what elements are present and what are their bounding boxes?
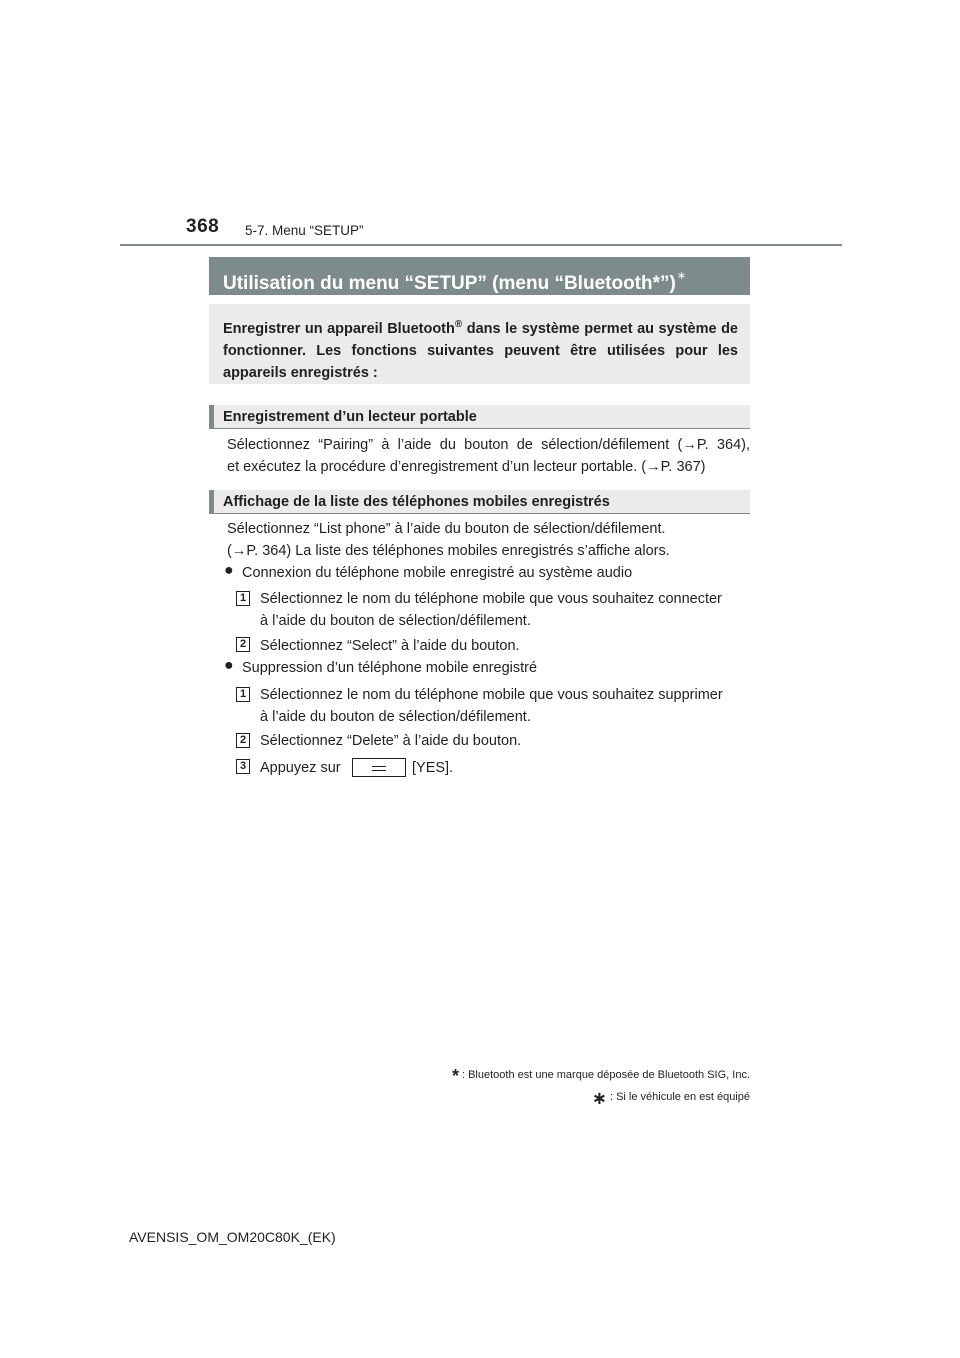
step-number-2: 2 (236, 637, 250, 652)
page-number: 368 (186, 216, 220, 237)
footnote-trademark-text: : Bluetooth est une marque déposée de Bluetooth SIG, Inc. (461, 1069, 750, 1081)
asterisk-icon: * (451, 1066, 459, 1086)
bullet-icon: ● (224, 657, 234, 674)
button-icon (352, 758, 406, 777)
connect-step-1-line-2: à l’aide du bouton de sélection/défilement. (260, 613, 531, 629)
footnote-equipment (592, 1088, 750, 1109)
list-text (227, 518, 750, 562)
step-number-1: 1 (236, 591, 250, 606)
subsection-heading-pairing: Enregistrement d’un lecteur portable (209, 405, 750, 429)
step-number-1: 1 (236, 687, 250, 702)
registered-mark: ® (454, 319, 463, 330)
delete-step-2: Sélectionnez “Delete” à l’aide du bouton. (260, 733, 522, 749)
step-number-2: 2 (236, 733, 250, 748)
pairing-line-1: Sélectionnez “Pairing” à l’aide du bouton de sélection/défilement (→P. 364), (227, 437, 750, 453)
connect-step-2: Sélectionnez “Select” à l’aide du bouton. (260, 638, 520, 654)
list-line-1: Sélectionnez “List phone” à l’aide du bouton de sélection/défilement. (227, 521, 666, 537)
intro-text-2: dans le système permet au système de fonctionner. Les fonctions suivantes peuvent être utilisées pour les appareils enregistrés : (223, 320, 738, 381)
equipment-marker: ∗ (676, 270, 687, 282)
intro-text-1: Enregistrer un appareil Bluetooth (223, 320, 455, 337)
bullet-icon: ● (224, 562, 234, 579)
connect-step-1-line-1: Sélectionnez le nom du téléphone mobile que vous souhaitez connecter (260, 591, 722, 607)
pairing-text (227, 434, 750, 478)
footnote-equipment-text: : Si le véhicule en est équipé (609, 1091, 750, 1103)
delete-step-3-after: [YES]. (412, 760, 454, 776)
section-title-text: Utilisation du menu “SETUP” (menu “Bluetooth*”) (223, 273, 676, 294)
delete-step-3-before: Appuyez sur (260, 760, 341, 776)
header-rule (120, 244, 842, 246)
intro-box (209, 304, 750, 384)
section-title (209, 257, 750, 295)
document-code: AVENSIS_OM_OM20C80K_(EK) (129, 1229, 336, 1245)
delete-title: Suppression d’un téléphone mobile enregistré (242, 660, 538, 676)
delete-step-1 (260, 684, 750, 728)
subsection-heading-list: Affichage de la liste des téléphones mobiles enregistrés (209, 490, 750, 514)
list-line-2: (→P. 364) La liste des téléphones mobiles enregistrés s’affiche alors. (227, 543, 670, 559)
asterisk-icon: ∗ (591, 1088, 607, 1108)
connect-title: Connexion du téléphone mobile enregistré au système audio (242, 565, 633, 581)
section-path: 5-7. Menu “SETUP” (245, 223, 364, 238)
step-number-3: 3 (236, 759, 250, 774)
delete-step-1-line-2: à l’aide du bouton de sélection/défilement. (260, 709, 531, 725)
footnote-trademark (452, 1066, 750, 1087)
pairing-line-2: et exécutez la procédure d’enregistrement d’un lecteur portable. (→P. 367) (227, 459, 706, 475)
delete-step-1-line-1: Sélectionnez le nom du téléphone mobile que vous souhaitez supprimer (260, 687, 723, 703)
connect-step-1 (260, 588, 750, 632)
